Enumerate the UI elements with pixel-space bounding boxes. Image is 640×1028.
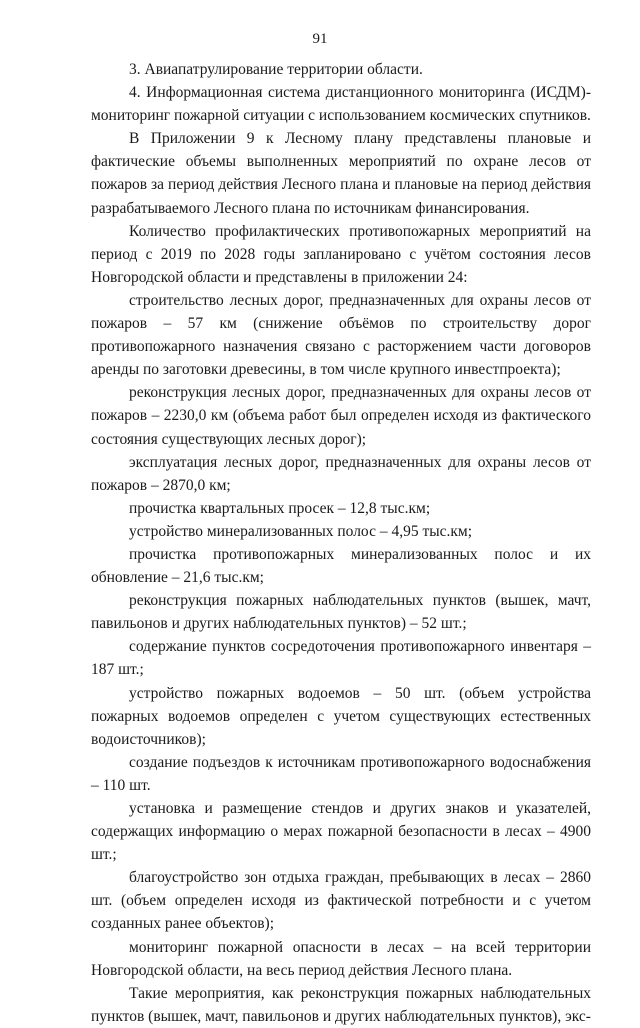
list-item-road-reconstruction: реконструкция лесных дорог, предназначенных для охраны лесов от пожаров – 2230,0 км (объема работ был определен исходя из фактического состояния существующих лесных дорог); bbox=[91, 384, 591, 448]
paragraph-continuation: Такие мероприятия, как реконструкция пожарных наблюдательных пунктов (вышек, мачт, павильонов и других наблюдательных пунктов), экс- bbox=[91, 984, 591, 1025]
list-item-water-reservoirs: устройство пожарных водоемов – 50 шт. (объем устройства пожарных водоемов определен с учетом существующих естественных водоисточников); bbox=[91, 684, 591, 748]
list-item-observation-posts: реконструкция пожарных наблюдательных пунктов (вышек, мачт, павильонов и других наблюдательных пунктов) – 52 шт.; bbox=[91, 592, 591, 633]
paragraph-isdm: 4. Информационная система дистанционного мониторинга (ИСДМ)-мониторинг пожарной ситуации с использованием космических спутников. bbox=[91, 84, 591, 125]
list-item-clearing: прочистка квартальных просек – 12,8 тыс.км; bbox=[129, 499, 431, 517]
list-item-access-roads: создание подъездов к источникам противопожарного водоснабжения – 110 шт. bbox=[91, 753, 591, 794]
page-number: 91 bbox=[312, 31, 328, 47]
list-item-mineral-strips: устройство минерализованных полос – 4,95 тыс.км; bbox=[129, 522, 473, 540]
list-item-road-operation: эксплуатация лесных дорог, предназначенных для охраны лесов от пожаров – 2870,0 км; bbox=[91, 453, 591, 494]
list-item-equipment-points: содержание пунктов сосредоточения противопожарного инвентаря – 187 шт.; bbox=[91, 638, 591, 679]
list-item-rest-zones: благоустройство зон отдыха граждан, пребывающих в лесах – 2860 шт. (объем определен исходя из фактической потребности и с учетом созданных ранее объектов); bbox=[91, 869, 591, 933]
body-text bbox=[91, 58, 591, 1028]
paragraph-measures-count: Количество профилактических противопожарных мероприятий на период с 2019 по 2028 годы запланировано с учётом состояния лесов Новгородской области и представлены в приложении 24: bbox=[91, 222, 591, 286]
list-item-strip-renewal: прочистка противопожарных минерализованных полос и их обновление – 21,6 тыс.км; bbox=[91, 545, 591, 587]
list-item-info-stands: установка и размещение стендов и других знаков и указателей, содержащих информацию о мерах пожарной безопасности в лесах – 4900 шт.; bbox=[91, 800, 591, 864]
paragraph-appendix-9: В Приложении 9 к Лесному плану представлены плановые и фактические объемы выполненных мероприятий по охране лесов от пожаров за период действия Лесного плана и плановые на период действия разрабатываемого Лесного плана по источникам финансирования. bbox=[91, 130, 591, 217]
list-item-road-construction: строительство лесных дорог, предназначенных для охраны лесов от пожаров – 57 км (снижение объёмов по строительству дорог противопожарного назначения связано с расторжением части договоров аренды по заготовки древесины, в том числе крупного инвестпроекта); bbox=[91, 291, 591, 379]
paragraph-aviapatrol: 3. Авиапатрулирование территории области. bbox=[129, 61, 423, 78]
list-item-fire-monitoring: мониторинг пожарной опасности в лесах – на всей территории Новгородской области, на весь период действия Лесного плана. bbox=[91, 938, 591, 979]
